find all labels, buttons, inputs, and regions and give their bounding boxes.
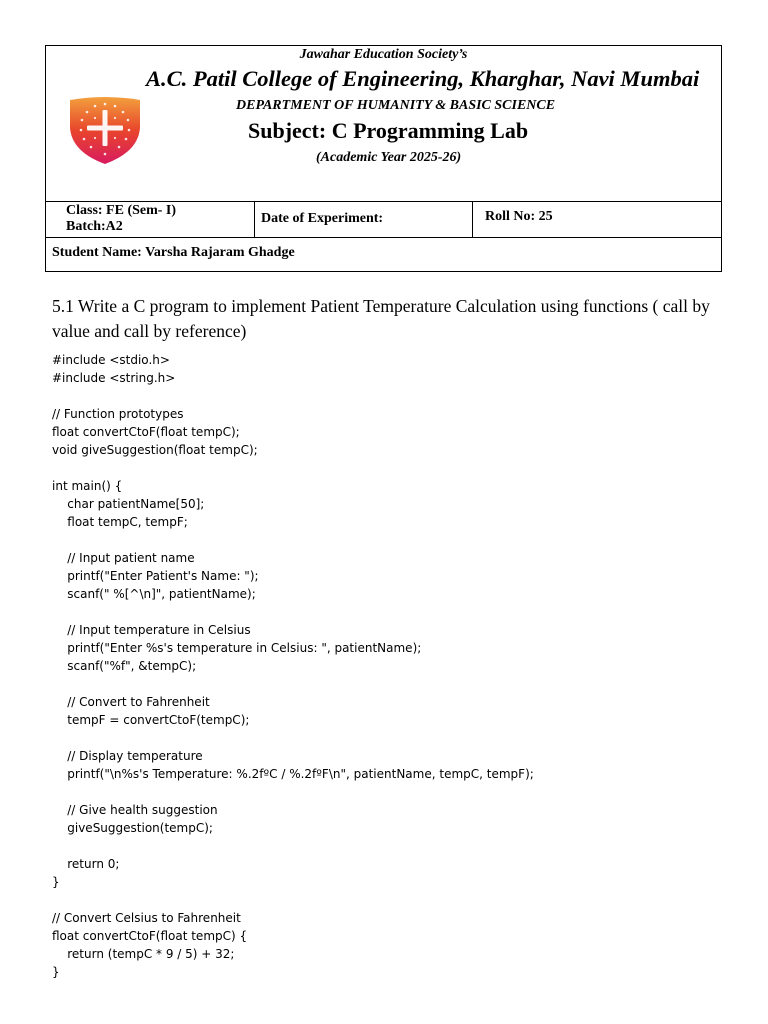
code-line: // Display temperature (52, 749, 203, 763)
code-line: // Convert Celsius to Fahrenheit (52, 911, 241, 925)
class-label: Class: FE (Sem- I) (66, 203, 177, 218)
college-name: A.C. Patil College of Engineering, Kharghar, Navi Mumbai (146, 66, 700, 91)
student-name: Student Name: Varsha Rajaram Ghadge (52, 245, 295, 260)
code-line (52, 837, 534, 855)
info-row (46, 201, 721, 238)
code-line: // Give health suggestion (52, 803, 218, 817)
code-line: giveSuggestion(tempC); (52, 821, 213, 835)
code-line: scanf("%f", &tempC); (52, 659, 197, 673)
code-line: #include <string.h> (52, 371, 176, 385)
class-cell (46, 202, 255, 237)
student-name-row (46, 238, 721, 272)
code-line: // Input patient name (52, 551, 195, 565)
code-line (52, 729, 534, 747)
code-line: tempF = convertCtoF(tempC); (52, 713, 250, 727)
code-line: printf("\n%s's Temperature: %.2fºC / %.2fºF\n", patientName, tempC, tempF); (52, 767, 534, 781)
code-line: float convertCtoF(float tempC); (52, 425, 240, 439)
roll-number-label: Roll No: 25 (485, 209, 553, 224)
code-line: } (52, 875, 60, 889)
code-line (52, 531, 534, 549)
code-line: float tempC, tempF; (52, 515, 188, 529)
code-block (52, 351, 534, 981)
question-text: 5.1 Write a C program to implement Patient Temperature Calculation using functions ( call by value and call by reference) (52, 296, 710, 341)
header-box (45, 45, 722, 272)
code-line: #include <stdio.h> (52, 353, 170, 367)
department-name: DEPARTMENT OF HUMANITY & BASIC SCIENCE (236, 98, 556, 113)
code-line: } (52, 965, 60, 979)
code-line: float convertCtoF(float tempC) { (52, 929, 248, 943)
code-line (52, 783, 534, 801)
code-line: void giveSuggestion(float tempC); (52, 443, 258, 457)
roll-number-cell (473, 202, 723, 237)
code-line: // Convert to Fahrenheit (52, 695, 210, 709)
code-line: scanf(" %[^\n]", patientName); (52, 587, 256, 601)
academic-year: (Academic Year 2025-26) (316, 150, 462, 165)
code-line: return 0; (52, 857, 120, 871)
code-line: // Input temperature in Celsius (52, 623, 251, 637)
code-line: printf("Enter %s's temperature in Celsius: ", patientName); (52, 641, 422, 655)
code-line (52, 675, 534, 693)
code-line: printf("Enter Patient's Name: "); (52, 569, 259, 583)
subject-title: Subject: C Programming Lab (248, 118, 529, 143)
code-line (52, 603, 534, 621)
code-line (52, 891, 534, 909)
society-name: Jawahar Education Society’s (299, 47, 468, 62)
code-line: char patientName[50]; (52, 497, 205, 511)
college-crest-icon (64, 94, 146, 166)
batch-label: Batch:A2 (66, 219, 123, 234)
code-line: int main() { (52, 479, 123, 493)
date-of-experiment-cell (255, 202, 473, 237)
code-line: return (tempC * 9 / 5) + 32; (52, 947, 235, 961)
code-line (52, 459, 534, 477)
date-of-experiment-label: Date of Experiment: (261, 211, 384, 226)
code-line: // Function prototypes (52, 407, 184, 421)
code-line (52, 387, 534, 405)
